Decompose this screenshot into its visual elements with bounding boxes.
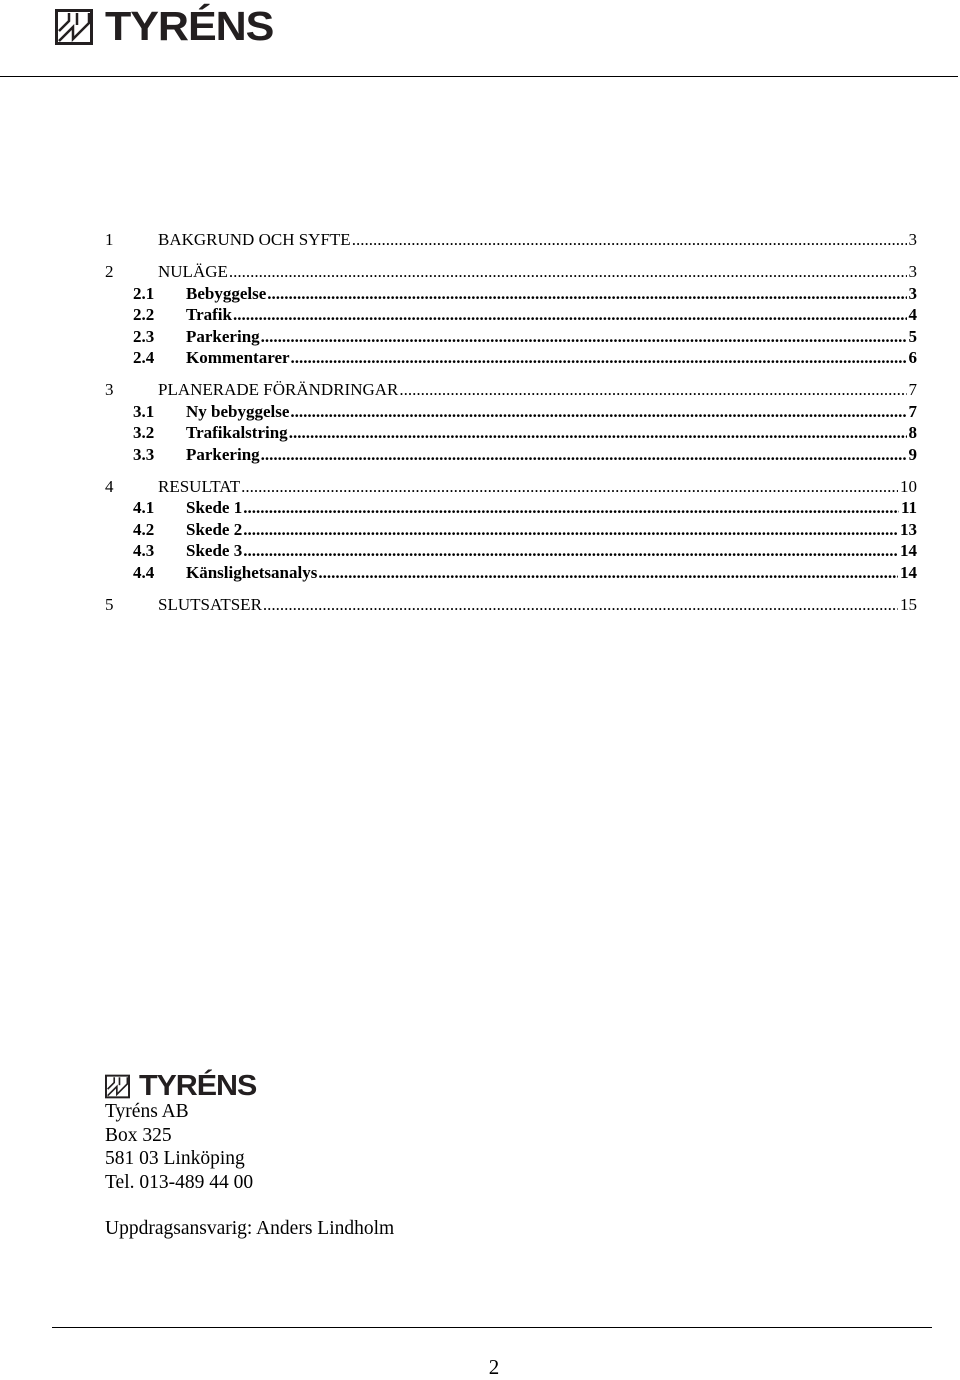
toc-entry-title: Ny bebyggelse xyxy=(186,401,290,421)
toc-entry-title: Skede 2 xyxy=(186,519,243,539)
toc-entry-title: RESULTAT xyxy=(158,476,241,496)
toc-entry[interactable] xyxy=(105,476,917,498)
toc-entry-page: 7 xyxy=(908,380,917,399)
toc-entry-page: 5 xyxy=(908,326,917,346)
toc-dot-leader xyxy=(243,519,898,541)
toc-entry-number: 1 xyxy=(105,230,114,249)
toc-entry-title: Känslighetsanalys xyxy=(186,562,318,582)
toc-entry[interactable] xyxy=(105,540,917,562)
toc-dot-leader xyxy=(318,562,898,584)
toc-entry-number: 4.1 xyxy=(133,498,155,517)
toc-entry-title: Parkering xyxy=(186,326,260,346)
company-box: Box 325 xyxy=(105,1124,172,1146)
toc-entry-title: Bebyggelse xyxy=(186,283,267,303)
toc-entry-page: 3 xyxy=(908,283,917,303)
toc-dot-leader xyxy=(267,283,906,305)
toc-dot-leader xyxy=(291,347,907,369)
company-city: 581 03 Linköping xyxy=(105,1148,245,1169)
toc-entry-number: 3.3 xyxy=(133,444,155,464)
logo-wordmark: TYRÉNS xyxy=(139,1070,257,1102)
toc-entry-number: 4.2 xyxy=(133,519,155,539)
assignment-responsible: Uppdragsansvarig: Anders Lindholm xyxy=(105,1218,395,1239)
toc-entry-number: 2.4 xyxy=(133,348,155,367)
footer-rule xyxy=(52,1327,932,1328)
toc-entry[interactable] xyxy=(105,444,917,466)
toc-entry[interactable] xyxy=(105,497,917,519)
toc-dot-leader xyxy=(233,304,907,326)
toc-entry[interactable] xyxy=(105,422,917,444)
toc-entry[interactable] xyxy=(105,261,917,283)
toc-entry-page: 14 xyxy=(900,541,917,560)
tyrens-logo-mark-icon xyxy=(105,1074,130,1099)
table-of-contents xyxy=(105,229,917,615)
toc-entry-page: 7 xyxy=(908,401,917,421)
toc-entry[interactable] xyxy=(105,562,917,584)
toc-entry-page: 11 xyxy=(900,498,917,517)
toc-entry[interactable] xyxy=(105,519,917,541)
toc-dot-leader xyxy=(241,476,898,498)
toc-entry-page: 15 xyxy=(900,594,917,614)
toc-entry[interactable] xyxy=(105,594,917,616)
toc-dot-leader xyxy=(261,444,907,466)
header-logo xyxy=(55,3,274,49)
header-rule xyxy=(0,76,958,77)
toc-entry-title: Parkering xyxy=(186,444,260,464)
toc-entry-number: 2.3 xyxy=(133,326,155,346)
toc-dot-leader xyxy=(243,540,898,562)
toc-entry[interactable] xyxy=(105,379,917,401)
toc-entry-number: 3 xyxy=(105,380,114,399)
toc-entry[interactable] xyxy=(105,283,917,305)
toc-entry-page: 13 xyxy=(900,519,917,539)
toc-entry[interactable] xyxy=(105,326,917,348)
toc-entry-number: 4.3 xyxy=(133,541,155,560)
toc-entry-number: 3.1 xyxy=(133,401,155,421)
company-phone: Tel. 013-489 44 00 xyxy=(105,1171,254,1193)
toc-entry-number: 2.1 xyxy=(133,283,155,303)
toc-dot-leader xyxy=(243,497,899,519)
page-number: 2 xyxy=(488,1355,500,1379)
toc-entry-title: Trafik xyxy=(186,305,232,324)
toc-dot-leader xyxy=(399,379,906,401)
toc-dot-leader xyxy=(352,229,907,251)
toc-entry-page: 10 xyxy=(900,476,917,496)
toc-entry[interactable] xyxy=(105,304,917,326)
toc-entry-page: 3 xyxy=(908,262,917,281)
company-address xyxy=(105,1100,253,1194)
toc-entry-number: 5 xyxy=(105,594,114,614)
toc-entry-page: 8 xyxy=(908,423,917,442)
toc-entry-number: 4.4 xyxy=(133,562,155,582)
toc-entry-title: BAKGRUND OCH SYFTE xyxy=(158,230,351,249)
toc-entry-page: 9 xyxy=(908,444,917,464)
toc-entry[interactable] xyxy=(105,347,917,369)
logo-wordmark: TYRÉNS xyxy=(105,3,274,49)
toc-entry-title: NULÄGE xyxy=(158,262,228,281)
toc-dot-leader xyxy=(263,594,898,616)
toc-entry-title: SLUTSATSER xyxy=(158,594,262,614)
toc-entry[interactable] xyxy=(105,229,917,251)
toc-entry-number: 2.2 xyxy=(133,305,155,324)
tyrens-logo-mark-icon xyxy=(55,9,93,45)
toc-entry-page: 3 xyxy=(908,230,917,249)
footer-logo xyxy=(105,1070,257,1102)
toc-entry-title: PLANERADE FÖRÄNDRINGAR xyxy=(158,380,399,399)
toc-entry-page: 4 xyxy=(908,305,917,324)
toc-dot-leader xyxy=(289,422,907,444)
toc-entry-title: Kommentarer xyxy=(186,348,290,367)
toc-entry-number: 3.2 xyxy=(133,423,155,442)
toc-dot-leader xyxy=(229,261,907,283)
toc-entry[interactable] xyxy=(105,401,917,423)
toc-dot-leader xyxy=(261,326,907,348)
toc-entry-page: 6 xyxy=(908,348,917,367)
toc-entry-page: 14 xyxy=(900,562,917,582)
toc-entry-title: Skede 1 xyxy=(186,498,243,517)
toc-entry-number: 4 xyxy=(105,476,114,496)
toc-entry-title: Trafikalstring xyxy=(186,423,288,442)
toc-entry-number: 2 xyxy=(105,262,114,281)
toc-dot-leader xyxy=(290,401,906,423)
toc-entry-title: Skede 3 xyxy=(186,541,243,560)
company-name: Tyréns AB xyxy=(105,1101,189,1122)
